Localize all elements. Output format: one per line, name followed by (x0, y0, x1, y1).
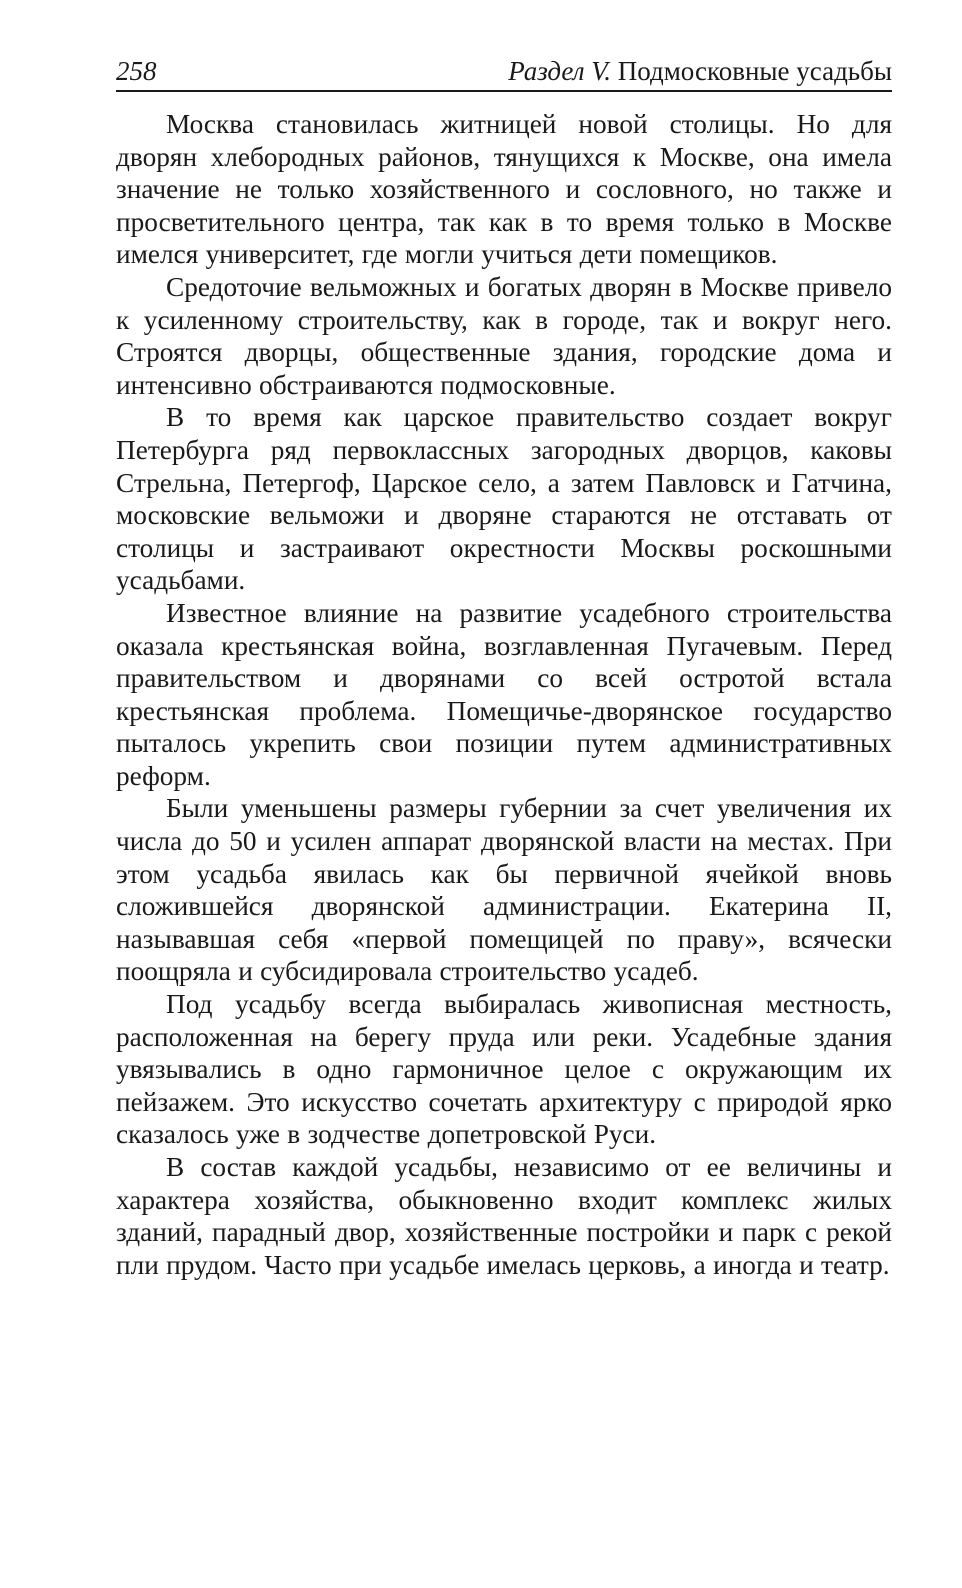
section-heading (508, 56, 892, 90)
paragraph: Москва становилась житницей новой столицы. Но для дворян хлебородных районов, тянущихся к Москве, она имела значение не только хозяйственного и сословного, но также и просветительного центра, так как в то время только в Москве имелся университет, где могли учиться дети помещиков. (116, 109, 892, 270)
section-title: Подмосковные усадьбы (617, 56, 892, 86)
page-number: 258 (116, 56, 157, 86)
paragraph: Под усадьбу всегда выбиралась живописная местность, расположенная на берегу пруда или реки. Усадебные здания увязывались в одно гармоничное целое с окружающим их пейзажем. Это искусство сочетать архитектуру с природой ярко сказалось уже в зодчестве допетровской Руси. (116, 989, 892, 1150)
running-header (116, 50, 892, 92)
body-text (116, 108, 892, 1281)
paragraph: В то время как царское правительство создает вокруг Петербурга ряд первоклассных загородных дворцов, каковы Стрельна, Петергоф, Царское село, а затем Павловск и Гатчина, московские вельможи и дворяне стараются не отставать от столицы и застраивают окрестности Москвы роскошными усадьбами. (116, 402, 892, 596)
paragraph: Известное влияние на развитие усадебного строительства оказала крестьянская война, возглавленная Пугачевым. Перед правительством и дворянами со всей остротой встала крестьянская проблема. Помещичье-дворянское государство пыталось укрепить свои позиции путем административных реформ. (116, 597, 892, 791)
paragraph: Были уменьшены размеры губернии за счет увеличения их числа до 50 и усилен аппарат дворянской власти на местах. При этом усадьба явилась как бы первичной ячейкой вновь сложившейся дворянской администрации. Екатерина II, называвшая себя «первой помещицей по праву», всячески поощряла и субсидировала строительство усадеб. (116, 793, 892, 987)
paragraph: В состав каждой усадьбы, независимо от ее величины и характера хозяйства, обыкновенно входит комплекс жилых зданий, парадный двор, хозяйственные постройки и парк с рекой пли прудом. Часто при усадьбе имелась церковь, а иногда и театр. (116, 1152, 892, 1280)
section-label: Раздел V. (508, 56, 611, 86)
paragraph: Средоточие вельможных и богатых дворян в Москве привело к усиленному строительству, как в городе, так и вокруг него. Строятся дворцы, общественные здания, городские дома и интенсивно обстраиваются подмосковные. (116, 271, 892, 400)
